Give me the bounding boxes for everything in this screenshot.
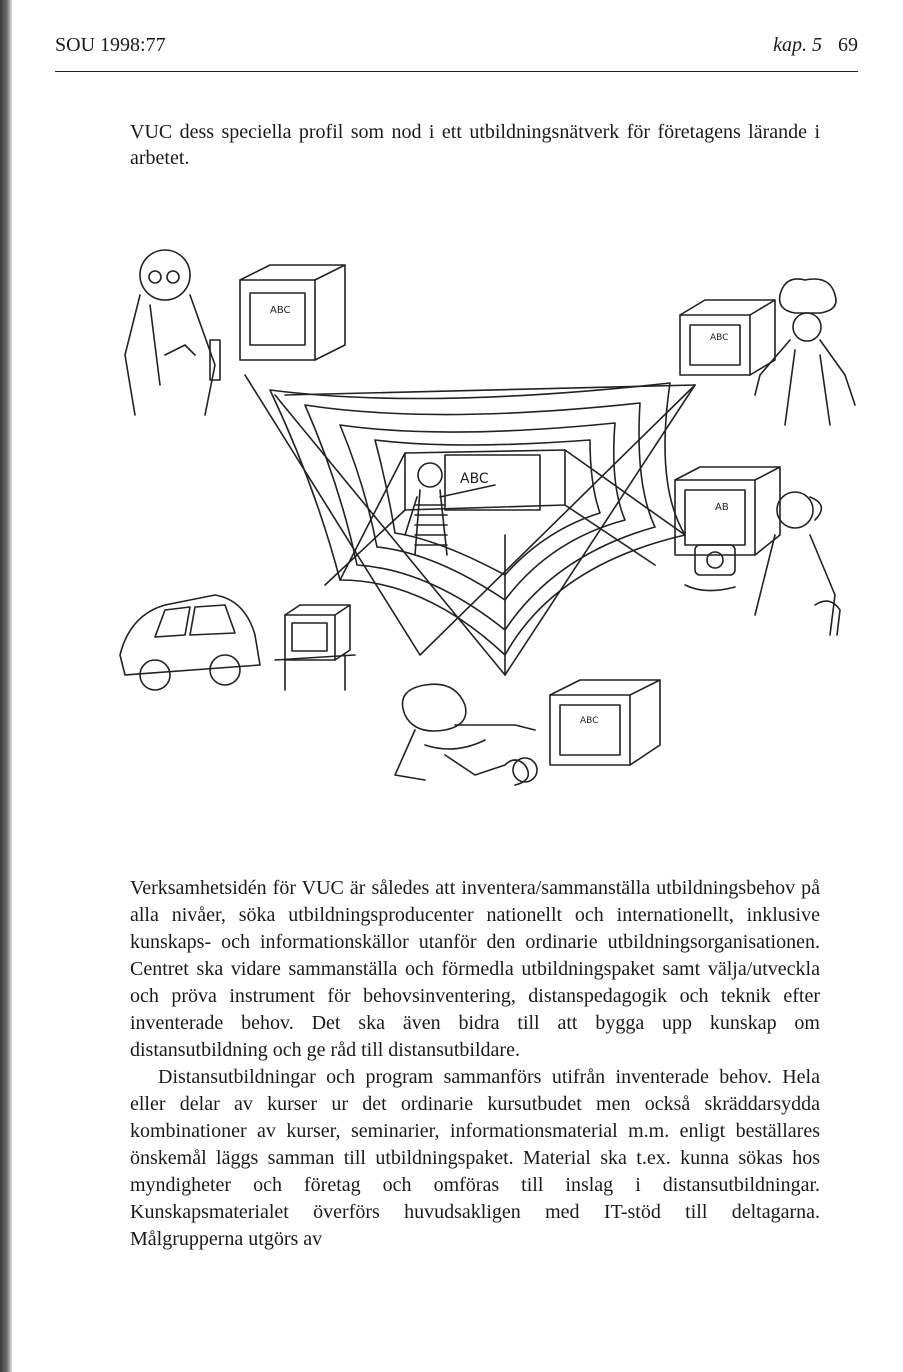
web-lines [245, 375, 695, 675]
header-rule [55, 71, 858, 72]
page-number: 69 [838, 34, 858, 56]
car-figure [120, 595, 260, 690]
network-web-illustration [95, 235, 865, 825]
intro-paragraph: VUC dess speciella profil som nod i ett utbildningsnätverk för företagens lärande i arbetet. [130, 121, 820, 169]
paragraph-1: Verksamhetsidén för VUC är således att inventera/sammanställa utbildningsbehov på alla nivåer, söka utbildningsproducenter nationellt och internationellt, inklusive kunskaps- och informationskällor utanför den ordinarie utbildningsorganisationen. Centret ska vidare sammanställa och förmedla utbildningspaket samt välja/utveckla och pröva instrument för behovsinventering, distanspedagogik och teknik efter inventerade behov. Det ska även bidra till att bygga upp kunskap om distansutbildning och ge råd till distansutbildare. [130, 877, 820, 1061]
body-text [130, 875, 820, 1253]
page-binding-edge [0, 0, 12, 1372]
tv-right [675, 467, 780, 555]
tv-label-4: ABC [580, 716, 599, 726]
tv-label-2: ABC [710, 333, 729, 343]
tv-bottom-left [275, 605, 355, 690]
paragraph-2: Distansutbildningar och program sammanförs utifrån inventerade behov. Hela eller delar av kurser ur det ordinarie kursutbudet men också skräddarsydda kombinationer av kurser, seminarier, informationsmaterial m.m. enligt beställares önskemål läggs samman till utbildningspaket. Material ska t.ex. kunna sökas hos myndigheter och företag och omföras till inslag i distansutbildningar. Kunskapsmaterialet överförs huvudsakligen med IT-stöd till deltagarna. Målgrupperna utgörs av [130, 1066, 820, 1250]
chef-figure [755, 279, 855, 425]
tv-label-1: ABC [270, 305, 291, 316]
chapter-label: kap. 5 [773, 34, 822, 56]
report-reference: SOU 1998:77 [55, 34, 166, 56]
craft-worker-figure [395, 684, 537, 785]
chapter-page [773, 34, 858, 57]
scientist-figure [125, 250, 220, 415]
woman-phone-figure [685, 492, 840, 635]
board-label: ABC [460, 471, 489, 487]
tv-bottom [550, 680, 660, 765]
network-drawing [95, 235, 865, 825]
tv-top-right [680, 300, 775, 375]
tv-label-3: AB [715, 502, 729, 513]
tv-top-left [240, 265, 345, 360]
running-header [55, 34, 858, 64]
